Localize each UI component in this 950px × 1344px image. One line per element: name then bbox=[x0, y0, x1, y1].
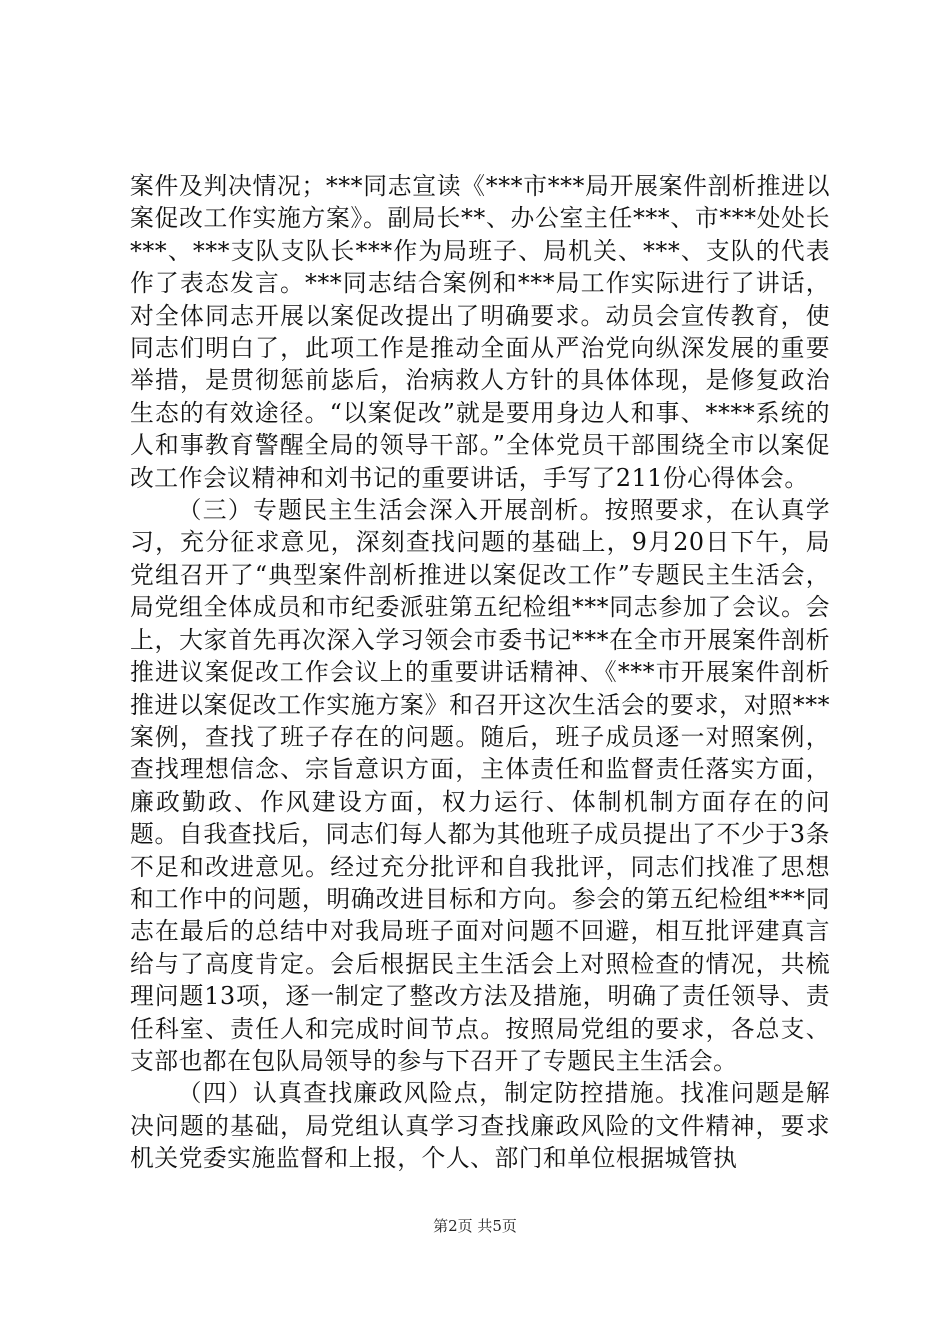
paragraph-3: （四）认真查找廉政风险点，制定防控措施。找准问题是解决问题的基础，局党组认真学习查找廉政风险的文件精神，要求机关党委实施监督和上报，个人、部门和单位根据城管执 bbox=[130, 1079, 830, 1173]
page-footer: 第2页 共5页 bbox=[433, 1217, 517, 1235]
document-body bbox=[130, 170, 830, 1175]
paragraph-1: 案件及判决情况；***同志宣读《***市***局开展案件剖析推进以案促改工作实施方案》。副局长**、办公室主任***、市***处处长***、***支队支队长***作为局班子、局机关、***、支队的代表作了表态发言。***同志结合案例和***局工作实际进行了讲话，对全体同志开展以案促改提出了明确要求。动员会宣传教育，使同志们明白了，此项工作是推动全面从严治党向纵深发展的重要举措，是贯彻惩前毖后，治病救人方针的具体体现，是修复政治生态的有效途径。“以案促改”就是要用身边人和事、****系统的人和事教育警醒全局的领导干部。”全体党员干部围绕全市以案促改工作会议精神和刘书记的重要讲话，手写了211份心得体会。 bbox=[130, 172, 830, 492]
paragraph-2: （三）专题民主生活会深入开展剖析。按照要求，在认真学习，充分征求意见，深刻查找问题的基础上，9月20日下午，局党组召开了“典型案件剖析推进以案促改工作”专题民主生活会，局党组全体成员和市纪委派驻第五纪检组***同志参加了会议。会上，大家首先再次深入学习领会市委书记***在全市开展案件剖析推进议案促改工作会议上的重要讲话精神、《***市开展案件剖析推进以案促改工作实施方案》和召开这次生活会的要求，对照***案例，查找了班子存在的问题。随后，班子成员逐一对照案例，查找理想信念、宗旨意识方面，主体责任和监督责任落实方面，廉政勤政、作风建设方面，权力运行、体制机制方面存在的问题。自我查找后，同志们每人都为其他班子成员提出了不少于3条不足和改进意见。经过充分批评和自我批评，同志们找准了思想和工作中的问题，明确改进目标和方向。参会的第五纪检组***同志在最后的总结中对我局班子面对问题不回避，相互批评建真言给与了高度肯定。会后根据民主生活会上对照检查的情况，共梳理问题13项，逐一制定了整改方法及措施，明确了责任领导、责任科室、责任人和完成时间节点。按照局党组的要求，各总支、支部也都在包队局领导的参与下召开了专题民主生活会。 bbox=[130, 496, 830, 1075]
